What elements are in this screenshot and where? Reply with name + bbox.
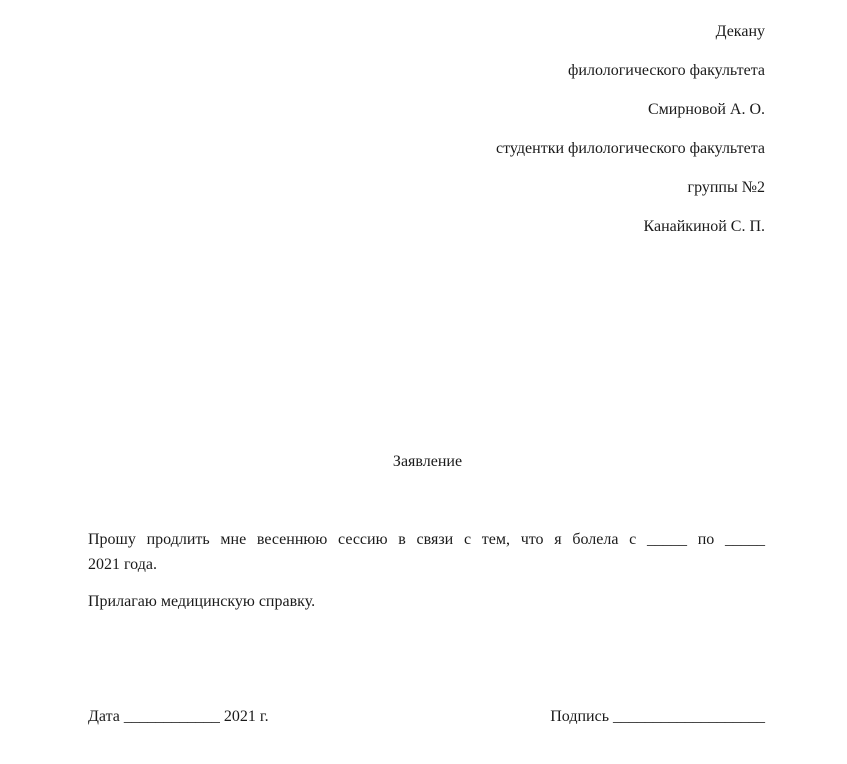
signature-line: Подпись ___________________ [550,708,765,725]
attachment-paragraph: Прилагаю медицинскую справку. [88,593,316,610]
request-paragraph [88,527,765,577]
date-line: Дата ____________ 2021 г. [88,708,269,725]
recipient-title: Декану [715,23,765,40]
sender-status: студентки филологического факультета [496,140,765,157]
recipient-faculty: филологического факультета [568,62,765,79]
sender-name: Канайкиной С. П. [643,218,765,235]
document-title: Заявление [392,453,463,470]
request-paragraph-line1: Прошу продлить мне весеннюю сессию в связи с тем, что я болела с _____ по _____ [88,531,765,548]
request-paragraph-line2: 2021 года. [88,556,157,573]
recipient-name: Смирновой А. О. [647,101,765,118]
sender-group: группы №2 [687,179,765,196]
